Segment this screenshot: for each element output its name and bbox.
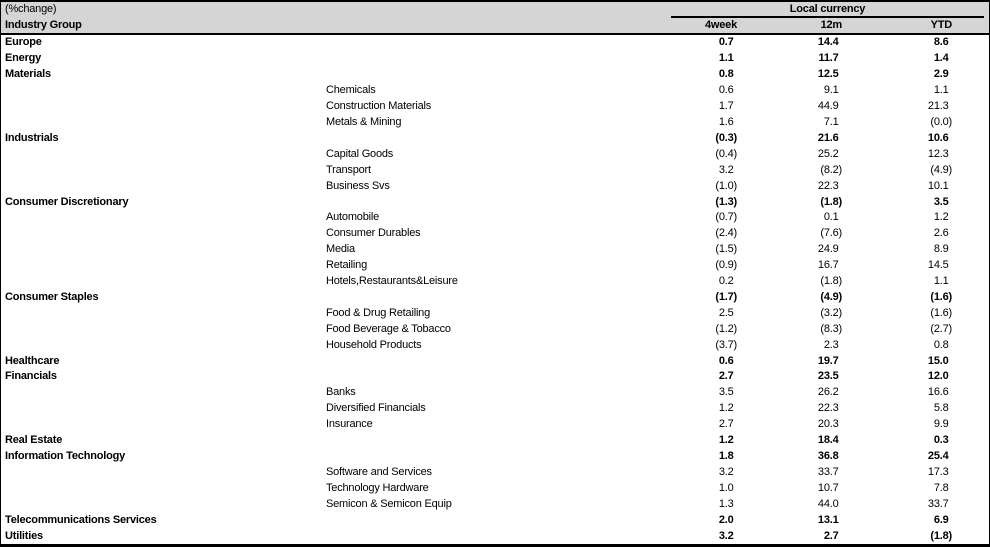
- industry-name: Automobile: [326, 211, 380, 224]
- value-text: 16.7: [817, 259, 839, 272]
- value-cell: [739, 515, 844, 526]
- value-text: 6.9: [933, 513, 949, 526]
- value-text: 19.7: [817, 354, 839, 367]
- value-cell: [844, 467, 989, 478]
- industry-name: Utilities: [5, 529, 43, 542]
- table-row: [1, 369, 989, 385]
- value-text: (1.6): [930, 306, 952, 319]
- value-text: (3.2): [820, 306, 842, 319]
- value-cell: [739, 308, 844, 319]
- industry-name: Construction Materials: [326, 100, 432, 113]
- value-text: 0.7: [718, 36, 734, 49]
- table-row: [1, 210, 989, 226]
- column-header-4week: 4week: [704, 19, 737, 31]
- value-cell: [844, 451, 989, 462]
- industry-name: Media: [326, 243, 355, 256]
- column-header-ytd: YTD: [930, 19, 952, 31]
- table-row: [1, 496, 989, 512]
- value-text: (0.7): [715, 211, 737, 224]
- value-text: 44.9: [817, 100, 839, 113]
- value-cell: [844, 356, 989, 367]
- value-cell: [639, 435, 739, 446]
- value-text: 14.5: [927, 259, 949, 272]
- value-text: 2.0: [718, 513, 734, 526]
- table-row: [1, 337, 989, 353]
- value-text: 0.3: [933, 434, 949, 447]
- value-cell: [639, 308, 739, 319]
- value-cell: [844, 101, 989, 112]
- industry-name: Food Beverage & Tobacco: [326, 322, 451, 335]
- value-text: 3.2: [718, 465, 734, 478]
- value-cell: [739, 292, 844, 303]
- value-cell: [844, 133, 989, 144]
- industry-name: Information Technology: [5, 450, 126, 463]
- table-row: [1, 528, 989, 544]
- table-row: [1, 401, 989, 417]
- table-row: [1, 353, 989, 369]
- value-cell: [639, 531, 739, 542]
- pct-change-label: (%change): [5, 3, 57, 15]
- value-cell: [639, 244, 739, 255]
- value-cell: [844, 371, 989, 382]
- value-text: 1.7: [718, 100, 734, 113]
- value-text: 0.8: [933, 338, 949, 351]
- value-cell: [739, 133, 844, 144]
- value-cell: [639, 117, 739, 128]
- value-text: 1.2: [718, 402, 734, 415]
- value-text: 1.1: [933, 275, 949, 288]
- value-cell: [739, 69, 844, 80]
- value-cell: [739, 435, 844, 446]
- value-text: 2.6: [933, 227, 949, 240]
- value-text: 21.3: [927, 100, 949, 113]
- industry-name: Diversified Financials: [326, 402, 426, 415]
- value-text: 3.5: [718, 386, 734, 399]
- value-text: 3.2: [718, 529, 734, 542]
- value-text: 23.5: [817, 370, 839, 383]
- value-cell: [739, 531, 844, 542]
- value-cell: [639, 37, 739, 48]
- value-cell: [639, 387, 739, 398]
- value-cell: [639, 212, 739, 223]
- table-row: [1, 305, 989, 321]
- value-cell: [739, 85, 844, 96]
- value-text: (2.7): [930, 322, 952, 335]
- industry-name: Healthcare: [5, 354, 60, 367]
- value-text: 26.2: [817, 386, 839, 399]
- value-cell: [844, 276, 989, 287]
- value-text: 8.6: [933, 36, 949, 49]
- value-cell: [844, 419, 989, 430]
- value-text: 2.7: [823, 529, 839, 542]
- value-text: 2.7: [718, 370, 734, 383]
- value-cell: [639, 340, 739, 351]
- value-text: 2.9: [933, 68, 949, 81]
- industry-name: Hotels,Restaurants&Leisure: [326, 275, 458, 288]
- value-text: (8.2): [820, 163, 842, 176]
- value-text: 33.7: [817, 465, 839, 478]
- value-text: 21.6: [817, 131, 839, 144]
- value-cell: [639, 181, 739, 192]
- value-text: (0.4): [715, 147, 737, 160]
- value-text: (1.8): [820, 275, 842, 288]
- value-text: (7.6): [820, 227, 842, 240]
- value-text: 14.4: [817, 36, 839, 49]
- value-cell: [639, 85, 739, 96]
- value-cell: [639, 419, 739, 430]
- value-cell: [739, 387, 844, 398]
- industry-name: Financials: [5, 370, 57, 383]
- value-cell: [844, 181, 989, 192]
- value-text: (8.3): [820, 322, 842, 335]
- value-cell: [739, 403, 844, 414]
- value-text: 7.1: [823, 115, 839, 128]
- table-row: [1, 433, 989, 449]
- table-row: [1, 385, 989, 401]
- industry-name: Chemicals: [326, 84, 376, 97]
- value-cell: [739, 467, 844, 478]
- value-text: 7.8: [933, 481, 949, 494]
- value-cell: [739, 356, 844, 367]
- value-cell: [639, 451, 739, 462]
- value-text: (1.2): [715, 322, 737, 335]
- value-cell: [844, 531, 989, 542]
- value-cell: [844, 483, 989, 494]
- industry-name: Semicon & Semicon Equip: [326, 497, 452, 510]
- value-cell: [739, 276, 844, 287]
- value-cell: [739, 228, 844, 239]
- value-cell: [739, 451, 844, 462]
- value-text: 0.6: [718, 84, 734, 97]
- table-row: [1, 67, 989, 83]
- value-cell: [739, 212, 844, 223]
- value-cell: [639, 53, 739, 64]
- value-text: 1.3: [718, 497, 734, 510]
- value-text: 2.7: [718, 418, 734, 431]
- header-row-top: [1, 2, 989, 18]
- industry-name: Technology Hardware: [326, 481, 429, 494]
- value-text: 8.9: [933, 243, 949, 256]
- value-cell: [739, 181, 844, 192]
- value-cell: [739, 483, 844, 494]
- value-text: 3.2: [718, 163, 734, 176]
- value-text: 17.3: [927, 465, 949, 478]
- table-row: [1, 258, 989, 274]
- value-text: (1.6): [930, 290, 952, 303]
- value-text: 0.1: [823, 211, 839, 224]
- value-cell: [739, 244, 844, 255]
- industry-name: Europe: [5, 36, 42, 49]
- industry-name: Software and Services: [326, 465, 432, 478]
- value-text: (1.0): [715, 179, 737, 192]
- table-row: [1, 512, 989, 528]
- value-cell: [844, 515, 989, 526]
- industry-name: Food & Drug Retailing: [326, 306, 431, 319]
- value-text: 2.3: [823, 338, 839, 351]
- industry-name: Energy: [5, 52, 42, 65]
- industry-name: Household Products: [326, 338, 422, 351]
- value-cell: [639, 292, 739, 303]
- value-cell: [844, 308, 989, 319]
- value-text: 12.3: [927, 147, 949, 160]
- value-text: 18.4: [817, 434, 839, 447]
- value-cell: [739, 165, 844, 176]
- value-text: (0.9): [715, 259, 737, 272]
- value-cell: [844, 340, 989, 351]
- industry-group-column-header: Industry Group: [5, 19, 82, 31]
- value-text: 33.7: [927, 497, 949, 510]
- value-text: 12.0: [927, 370, 949, 383]
- value-text: 9.1: [823, 84, 839, 97]
- column-header-12m: 12m: [820, 19, 842, 31]
- value-text: (1.7): [715, 290, 737, 303]
- value-text: 15.0: [927, 354, 949, 367]
- value-text: (4.9): [820, 290, 842, 303]
- value-text: 1.8: [718, 450, 734, 463]
- industry-name: Transport: [326, 163, 371, 176]
- table-row: [1, 194, 989, 210]
- value-cell: [639, 260, 739, 271]
- value-cell: [739, 419, 844, 430]
- value-cell: [639, 197, 739, 208]
- value-cell: [844, 149, 989, 160]
- value-text: 25.4: [927, 450, 949, 463]
- value-cell: [739, 197, 844, 208]
- table-row: [1, 35, 989, 51]
- value-cell: [639, 467, 739, 478]
- value-text: 0.8: [718, 68, 734, 81]
- industry-name: Business Svs: [326, 179, 390, 192]
- value-text: (1.5): [715, 243, 737, 256]
- value-cell: [639, 515, 739, 526]
- value-text: 1.4: [933, 52, 949, 65]
- value-text: 10.7: [817, 481, 839, 494]
- value-text: 9.9: [933, 418, 949, 431]
- industry-name: Consumer Staples: [5, 290, 99, 303]
- value-text: 1.6: [718, 115, 734, 128]
- value-text: 1.1: [718, 52, 734, 65]
- value-cell: [639, 483, 739, 494]
- table-row: [1, 178, 989, 194]
- industry-name: Consumer Discretionary: [5, 195, 129, 208]
- value-cell: [639, 165, 739, 176]
- table-row: [1, 417, 989, 433]
- value-text: 1.2: [718, 434, 734, 447]
- value-cell: [739, 37, 844, 48]
- value-cell: [844, 53, 989, 64]
- value-cell: [844, 403, 989, 414]
- value-text: 11.7: [818, 52, 839, 65]
- industry-name: Capital Goods: [326, 147, 394, 160]
- value-cell: [844, 117, 989, 128]
- value-text: 1.1: [933, 84, 949, 97]
- value-cell: [844, 324, 989, 335]
- value-cell: [639, 69, 739, 80]
- value-cell: [844, 244, 989, 255]
- value-cell: [739, 117, 844, 128]
- value-cell: [844, 228, 989, 239]
- value-text: (1.8): [930, 529, 952, 542]
- value-cell: [739, 499, 844, 510]
- value-cell: [739, 101, 844, 112]
- value-text: (1.8): [820, 195, 842, 208]
- value-text: (0.0): [930, 115, 952, 128]
- table-row: [1, 146, 989, 162]
- value-text: 13.1: [817, 513, 839, 526]
- value-text: (4.9): [930, 163, 952, 176]
- table-row: [1, 480, 989, 496]
- value-text: (2.4): [715, 227, 737, 240]
- table-row: [1, 115, 989, 131]
- value-text: 25.2: [817, 147, 839, 160]
- industry-name: Retailing: [326, 259, 368, 272]
- value-text: 22.3: [817, 179, 839, 192]
- value-cell: [844, 197, 989, 208]
- value-cell: [844, 387, 989, 398]
- value-text: 0.2: [718, 275, 734, 288]
- value-cell: [844, 212, 989, 223]
- table-row: [1, 162, 989, 178]
- value-text: 3.5: [933, 195, 949, 208]
- table-row: [1, 449, 989, 465]
- value-cell: [739, 340, 844, 351]
- value-text: 10.1: [927, 179, 949, 192]
- value-cell: [844, 69, 989, 80]
- value-cell: [844, 260, 989, 271]
- value-cell: [844, 435, 989, 446]
- value-text: 16.6: [927, 386, 949, 399]
- industry-name: Materials: [5, 68, 51, 81]
- table-row: [1, 321, 989, 337]
- local-currency-group-label: Local currency: [671, 2, 984, 18]
- value-cell: [844, 165, 989, 176]
- value-text: 0.6: [718, 354, 734, 367]
- value-text: 12.5: [817, 68, 839, 81]
- value-cell: [639, 324, 739, 335]
- value-cell: [739, 149, 844, 160]
- value-cell: [639, 149, 739, 160]
- industry-name: Metals & Mining: [326, 115, 402, 128]
- value-text: (1.3): [715, 195, 737, 208]
- table-header: [1, 2, 989, 35]
- value-text: (0.3): [715, 131, 737, 144]
- industry-name: Banks: [326, 386, 356, 399]
- table-row: [1, 51, 989, 67]
- industry-name: Insurance: [326, 418, 373, 431]
- value-cell: [739, 260, 844, 271]
- value-cell: [844, 85, 989, 96]
- value-text: 24.9: [817, 243, 839, 256]
- table-row: [1, 99, 989, 115]
- value-text: (3.7): [715, 338, 737, 351]
- value-cell: [739, 371, 844, 382]
- value-text: 44.0: [817, 497, 839, 510]
- value-cell: [639, 133, 739, 144]
- value-text: 20.3: [817, 418, 839, 431]
- value-cell: [639, 101, 739, 112]
- value-cell: [739, 324, 844, 335]
- table-row: [1, 464, 989, 480]
- value-cell: [639, 356, 739, 367]
- industry-name: Real Estate: [5, 434, 63, 447]
- value-cell: [844, 37, 989, 48]
- value-cell: [639, 499, 739, 510]
- value-text: 1.0: [718, 481, 734, 494]
- header-row-columns: [1, 18, 989, 33]
- table-row: [1, 242, 989, 258]
- value-text: 5.8: [933, 402, 949, 415]
- value-text: 2.5: [718, 306, 734, 319]
- value-text: 10.6: [927, 131, 949, 144]
- table-row: [1, 290, 989, 306]
- industry-name: Telecommunications Services: [5, 513, 157, 526]
- value-cell: [844, 499, 989, 510]
- table-body: [1, 35, 989, 544]
- table-row: [1, 130, 989, 146]
- value-cell: [639, 403, 739, 414]
- value-cell: [639, 371, 739, 382]
- table-row: [1, 83, 989, 99]
- value-cell: [844, 292, 989, 303]
- value-text: 36.8: [817, 450, 839, 463]
- table-row: [1, 274, 989, 290]
- value-text: 1.2: [933, 211, 949, 224]
- value-text: 22.3: [817, 402, 839, 415]
- table-row: [1, 226, 989, 242]
- value-cell: [739, 53, 844, 64]
- industry-name: Consumer Durables: [326, 227, 421, 240]
- industry-name: Industrials: [5, 131, 59, 144]
- value-cell: [639, 228, 739, 239]
- value-cell: [639, 276, 739, 287]
